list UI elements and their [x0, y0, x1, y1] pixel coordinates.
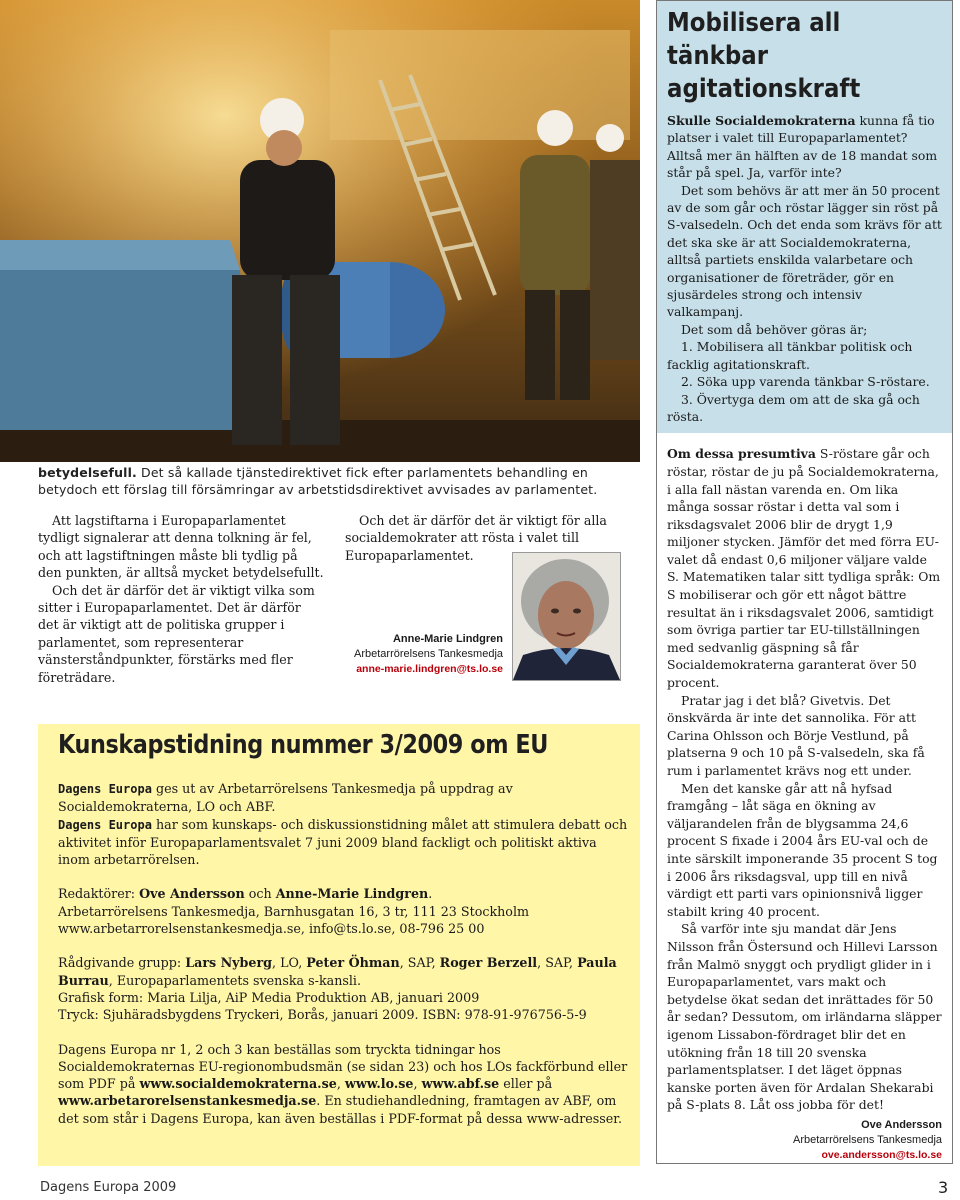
footer-publication: Dagens Europa 2009 [40, 1180, 177, 1195]
editors-and: och [244, 886, 276, 902]
order-text-2: eller på [499, 1076, 553, 1092]
advisor-4-org: , Europaparlamentets svenska s-kansli. [108, 972, 362, 988]
editorial-author-email[interactable]: ove.andersson@ts.lo.se [821, 1148, 942, 1161]
link-abf[interactable]: www.abf.se [421, 1076, 500, 1092]
infobox-print: Tryck: Sjuhäradsbygdens Tryckeri, Borås, januari 2009. ISBN: 978-91-976756-5-9 [58, 1007, 587, 1023]
link-lo[interactable]: www.lo.se [344, 1076, 414, 1092]
author-portrait [512, 552, 621, 681]
advisor-3: Roger Berzell [439, 955, 538, 971]
infobox-advisory [58, 954, 628, 989]
list-item-1: 1. Mobilisera all tänkbar politisk och facklig agitationskraft. [667, 339, 913, 372]
advisor-3-org: , SAP, [537, 955, 578, 971]
order-text-3: . En studiehandledning, framtagen av ABF, om det som står i Dagens Europa, kan även beställas i PDF-format på dessa www-adresser. [58, 1093, 623, 1126]
advisor-1-org: , LO, [272, 955, 307, 971]
lead-paragraph-2: Det som behövs är att mer än 50 procent av de som går och röstar lägger sin röst på S-valsedeln. Och det enda som krävs för att det ska ske är att Socialdemokraterna, alltså partiets enskilda valarbetare och organisationer de företräder, gör en sjusärdeles strong och intensiv valkampanj. [667, 182, 942, 320]
left-paragraph-1: Att lagstiftarna i Europaparlamentet tydligt signalerar att denna tolkning är fel, och att lagstiftningen måste bli tydlig på den punkten, är alltså mycket betydelsefullt. [38, 513, 324, 581]
editorial-lead [667, 112, 942, 425]
steelworkers-photo [0, 0, 640, 462]
list-item-2: 2. Söka upp varenda tänkbar S-röstare. [681, 374, 930, 390]
advisor-2: Peter Öhman [306, 955, 400, 971]
publication-name: Dagens Europa [58, 817, 152, 832]
advisory-label: Rådgivande grupp: [58, 955, 186, 971]
list-item-3: 3. Övertyga dem om att de ska gå och rösta. [667, 391, 920, 424]
advisor-4: Paula Burrau [58, 955, 617, 988]
author-org: Arbetarrörelsens Tankesmedja [354, 648, 503, 660]
body-paragraph-4: Så varför inte sju mandat där Jens Nilsson från Östersund och Hillevi Larsson från Malmö snyggt och prydligt glider in i Europaparlamentet, vars makt och betydelse ökat sedan det inrättades för 50 år sedan? Dessutom, om irländarna släpper igenom Lissabon-fördraget blir det en utökning från 18 till 20 svenska parlamentsplatser. I det läget öppnas kanske porten även för Ardalan Shekarabi på S-plats 8. Låt oss jobba för det! [667, 921, 942, 1113]
lead-rest: kunna få tio platser i valet till Europaparlamentet? Alltså mer än hälften av de 18 mandat som står på spel. Ja, varför inte? [667, 113, 938, 181]
infobox-p1: ges ut av Arbetarrörelsens Tankesmedja på uppdrag av Socialdemokraterna, LO och ABF. [58, 781, 513, 815]
sep-1: , [336, 1076, 345, 1092]
publication-infobox [38, 724, 640, 1166]
body-rest: S-röstare går och röstar, röstar de ju på Socialdemokraterna, i alla fall nästan varenda en. Om lika många sossar röstar i detta val som i riksdagsvalet 2006 blir de drygt 1,9 miljoner stycken. Jämför det med förra EU-valet då endast 0,6 miljoner väljare valde S. Matematiken talar sitt tydliga språk: Om S mobiliserar och gör ett något bättre resultat än i riksdagsvalet 2006, samtidigt som övriga partier tar EU-tillställningen med sedvanlig gäspning så får Socialdemokraterna garanterat över 50 procent. [667, 446, 941, 691]
editorial-author-name: Ove Andersson [861, 1118, 942, 1131]
editorial-header [657, 1, 952, 433]
editorial-body [657, 433, 952, 1163]
lead-paragraph-3: Det som då behöver göras är; [681, 321, 868, 337]
infobox-body [58, 780, 628, 1144]
infobox-ordering [58, 1041, 628, 1127]
infobox-address: Arbetarrörelsens Tankesmedja, Barnhusgatan 16, 3 tr, 111 23 Stockholm [58, 903, 530, 919]
editor-1: Ove Andersson [139, 886, 245, 902]
infobox-intro [58, 780, 628, 816]
link-tankesmedja[interactable]: www.arbetarorelsenstankesmedja.se [58, 1093, 317, 1109]
infobox-title: Kunskapstidning nummer 3/2009 om EU [58, 730, 548, 760]
editor-2: Anne-Marie Lindgren [275, 886, 429, 902]
editors-end: . [428, 886, 433, 902]
body-paragraph-2: Pratar jag i det blå? Givetvis. Det önskvärda är inte det sannolika. För att Carina Ohlsson och Börje Vestlund, på platserna 9 och 10 på S-valsedeln, ska få rum i parlamentet krävs nog ett under. [667, 692, 925, 778]
link-socialdemokraterna[interactable]: www.socialdemokraterna.se [139, 1076, 337, 1092]
left-paragraph-2: Och det är därför det är viktigt vilka som sitter i Europaparlamentet. Det är därför det är viktigt att de politiska grupper i parlamentet, som representerar vänsterståndpunkter, förstärks med fler företrädare. [38, 582, 315, 685]
author-signature [345, 632, 503, 677]
order-text-1: Dagens Europa nr 1, 2 och 3 kan beställas som tryckta tidningar hos Socialdemokraternas EU-regionombudsmän (se sidan 23) och hos LOs fackförbund eller som PDF på [58, 1041, 628, 1092]
editorial-title: Mobilisera all tänkbar agitationskraft [667, 8, 861, 104]
editorial-column [656, 0, 953, 1164]
advisor-2-org: , SAP, [399, 955, 440, 971]
infobox-design: Grafisk form: Maria Lilja, AiP Media Produktion AB, januari 2009 [58, 989, 480, 1005]
publication-name: Dagens Europa [58, 782, 152, 796]
author-name: Anne-Marie Lindgren [392, 633, 503, 645]
body-bold: Om dessa presumtiva [667, 446, 816, 462]
lead-paragraph-1 [667, 112, 942, 182]
advisor-1: Lars Nyberg [185, 955, 273, 971]
infobox-goal [58, 816, 628, 869]
infobox-editors [58, 885, 628, 902]
caption-text: Det så kallade tjänstedirektivet fick efter parlamentets behandling en betydoch ett förslag till försämringar av arbetstidsdirektivet avvisades av parlamentet. [38, 465, 598, 497]
caption-lead: betydelsefull. [38, 465, 137, 480]
infobox-p2: har som kunskaps- och diskussionstidning målet att stimulera debatt och aktivitet inför Europaparlamentsvalet 7 juni 2009 bland fackligt och politiskt aktiva inom arbetarrörelsen. [58, 816, 628, 868]
sep-2: , [413, 1076, 422, 1092]
editors-label: Redaktörer: [58, 886, 140, 902]
photo-caption [38, 464, 638, 498]
infobox-contact: www.arbetarrorelsenstankesmedja.se, info@ts.lo.se, 08-796 25 00 [58, 921, 485, 937]
lead-bold: Skulle Socialdemokraterna [667, 113, 856, 128]
body-paragraph-1 [667, 445, 942, 691]
editorial-author-org: Arbetarrörelsens Tankesmedja [793, 1133, 942, 1146]
author-email[interactable]: anne-marie.lindgren@ts.lo.se [356, 663, 503, 675]
middle-paragraph-1: Och det är därför det är viktigt för alla socialdemokrater att rösta i valet till Europaparlamentet. [345, 513, 607, 563]
body-paragraph-3: Men det kanske går att nå hyfsad framgång – låt säga en ökning av väljarandelen från de blygsamma 24,6 procent S fixade i 2004 års EU-val och de inte särskilt imponerande 35 procent S tog i 2006 års riksdagsval, upp till en nivå värdigt ett parti vars opinionsnivå ligger stabilt kring 40 procent. [667, 780, 938, 919]
page-number: 3 [938, 1178, 949, 1197]
editorial-signature [667, 1118, 942, 1163]
left-article-column [38, 512, 324, 686]
